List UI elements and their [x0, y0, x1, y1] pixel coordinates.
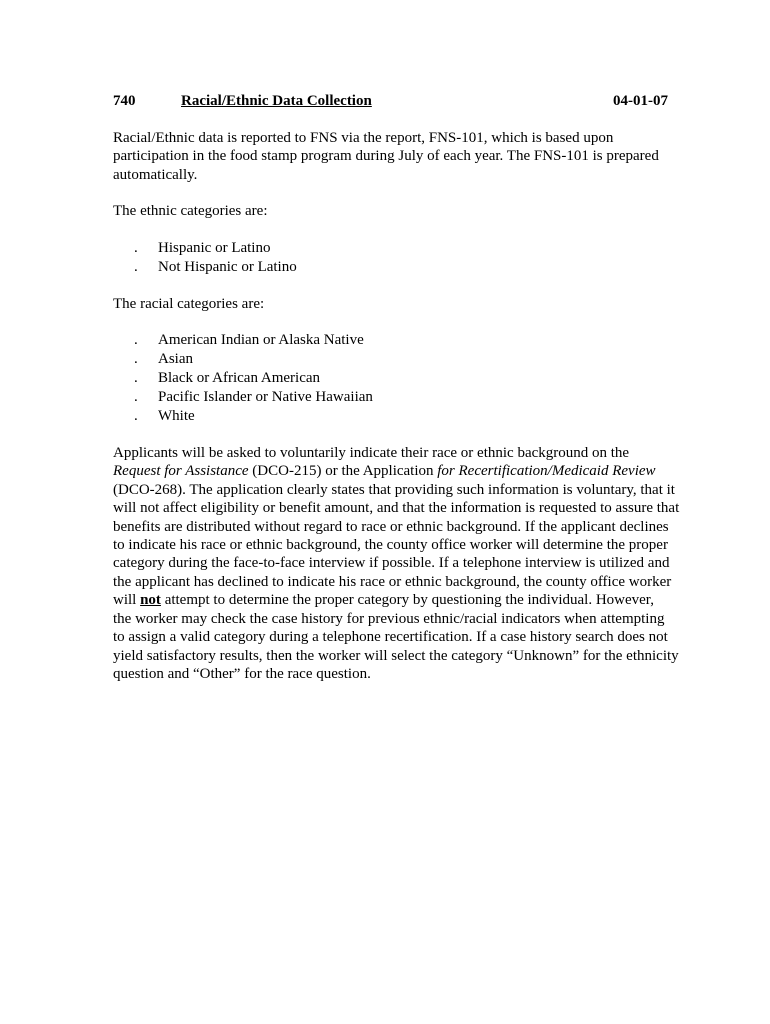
- list-item: [113, 388, 673, 407]
- racial-heading: The racial categories are:: [113, 295, 265, 312]
- text-line: yield satisfactory results, then the worker will select the category “Unknown” for the ethnicity: [113, 647, 679, 664]
- list-item-label: American Indian or Alaska Native: [158, 332, 364, 349]
- list-item-label: White: [158, 408, 195, 425]
- list-item-label: Hispanic or Latino: [158, 239, 271, 256]
- section-header: [113, 93, 668, 113]
- text-line: benefits are distributed without regard to race or ethnic background. If the applicant declines: [113, 518, 669, 535]
- ethnic-heading: The ethnic categories are:: [113, 203, 268, 220]
- section-number: 740: [113, 93, 136, 109]
- bullet: .: [134, 239, 138, 256]
- text-line: automatically.: [113, 166, 198, 183]
- intro-paragraph: [113, 129, 673, 184]
- text-run: attempt to determine the proper category by questioning the individual. However,: [160, 592, 654, 609]
- list-item-label: Asian: [158, 351, 193, 368]
- list-item: [113, 331, 673, 350]
- list-item: [113, 258, 673, 277]
- bullet: .: [134, 351, 138, 368]
- bullet: .: [134, 258, 138, 275]
- racial-list: [113, 331, 673, 426]
- list-item: [113, 239, 673, 258]
- text-line: to assign a valid category during a telephone recertification. If a case history search does not: [113, 629, 668, 646]
- text-line: the worker may check the case history for previous ethnic/racial indicators when attempting: [113, 610, 665, 627]
- text-line: (DCO-268). The application clearly states that providing such information is voluntary, that it: [113, 481, 675, 498]
- text-line: to indicate his race or ethnic background, the county office worker will determine the proper: [113, 537, 668, 554]
- revision-date: 04-01-07: [613, 93, 668, 109]
- closing-paragraph: [113, 444, 680, 683]
- text-line: category during the face-to-face interview if possible. If a telephone interview is utilized and: [113, 555, 670, 572]
- document-body: [113, 129, 680, 683]
- text-line: Applicants will be asked to voluntarily indicate their race or ethnic background on the: [113, 445, 630, 462]
- bullet: .: [134, 370, 138, 387]
- bullet: .: [134, 389, 138, 406]
- list-item-label: Not Hispanic or Latino: [158, 258, 297, 275]
- form-name-italic: Request for Assistance: [113, 463, 249, 480]
- section-title: Racial/Ethnic Data Collection: [181, 93, 372, 109]
- text-line: participation in the food stamp program during July of each year. The FNS-101 is prepared: [113, 148, 659, 165]
- text-line: [113, 462, 673, 480]
- text-line: question and “Other” for the race question.: [113, 665, 371, 682]
- list-item: [113, 350, 673, 369]
- text-line: [113, 591, 673, 609]
- text-line: Racial/Ethnic data is reported to FNS via the report, FNS-101, which is based upon: [113, 130, 614, 146]
- text-run: will: [113, 592, 141, 609]
- emphasis-not: not: [140, 592, 161, 609]
- list-item: [113, 407, 673, 426]
- form-name-italic: for Recertification/Medicaid Review: [437, 463, 656, 480]
- ethnic-list: [113, 239, 673, 277]
- text-line: the applicant has declined to indicate his race or ethnic background, the county office worker: [113, 573, 672, 590]
- bullet: .: [134, 408, 138, 425]
- text-run: (DCO-215) or the Application: [248, 463, 438, 480]
- list-item-label: Black or African American: [158, 370, 321, 387]
- bullet: .: [134, 332, 138, 349]
- list-item-label: Pacific Islander or Native Hawaiian: [158, 389, 373, 406]
- text-line: will not affect eligibility or benefit amount, and that the information is requested to assure that: [113, 500, 680, 517]
- list-item: [113, 369, 673, 388]
